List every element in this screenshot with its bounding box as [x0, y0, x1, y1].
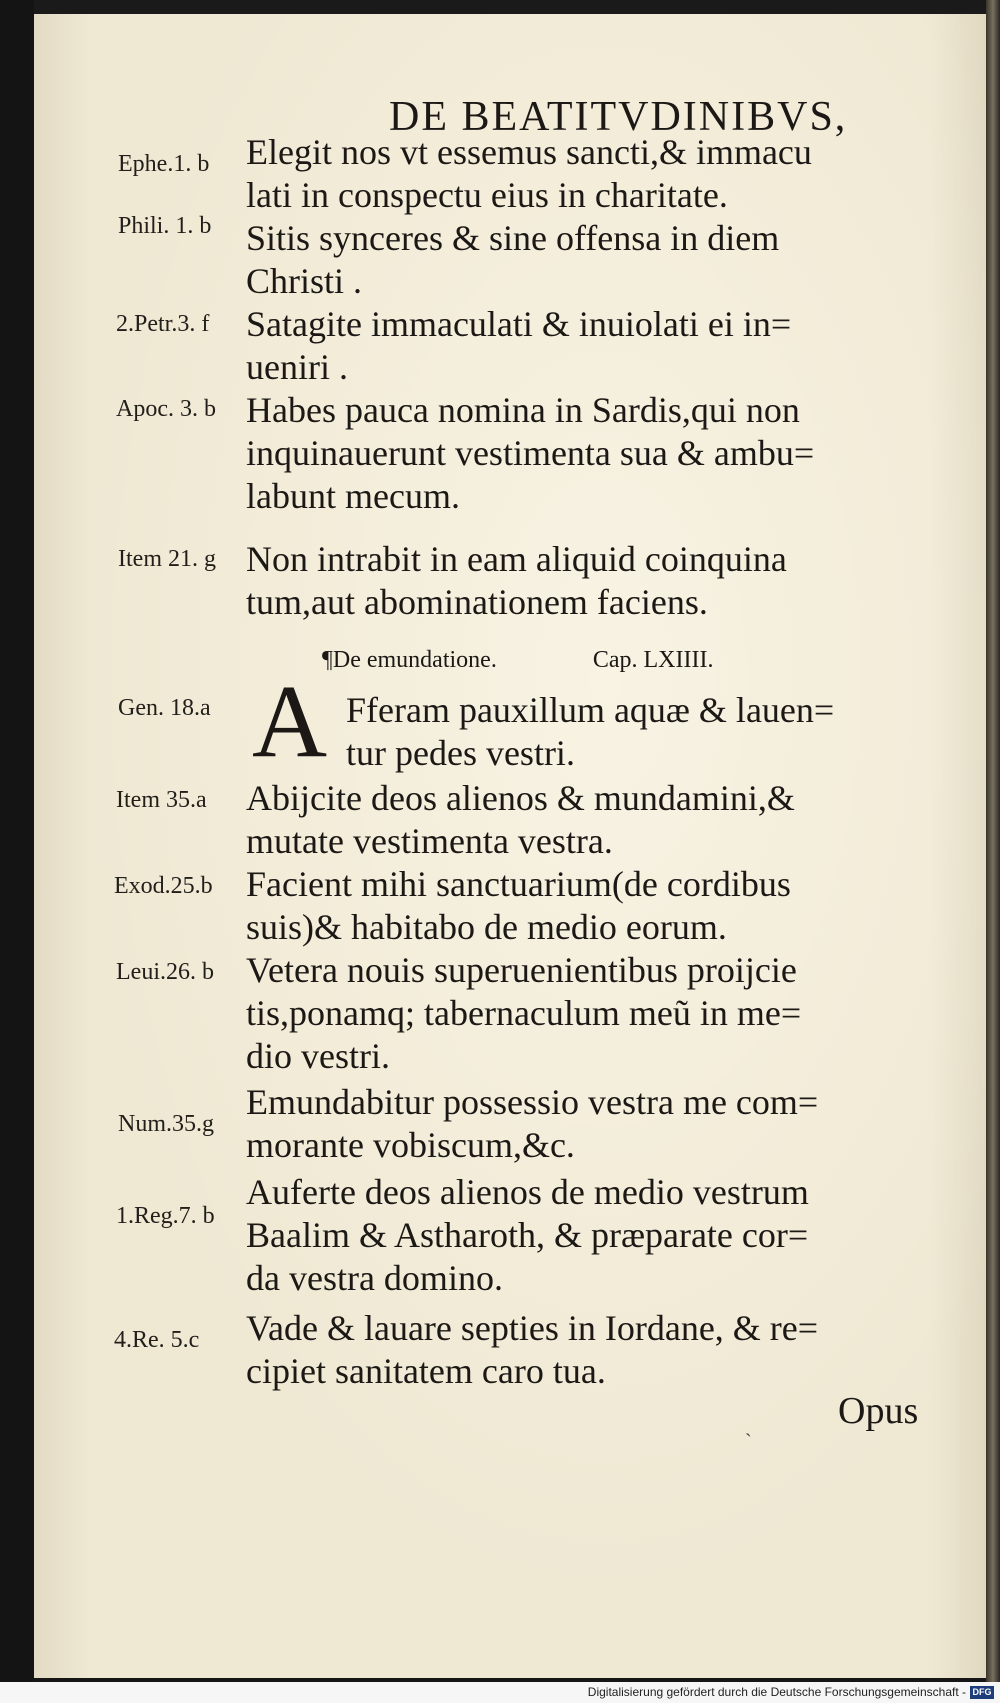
- text-line: Vetera nouis superuenientibus proijcie: [246, 950, 797, 990]
- text-line: ueniri .: [246, 347, 348, 387]
- text-line: lati in conspectu eius in charitate.: [246, 175, 728, 215]
- scan-top-border: [0, 0, 1000, 14]
- text-line: Fferam pauxillum aquæ & lauen=: [346, 690, 835, 730]
- text-line: Christi .: [246, 261, 363, 301]
- text-line: dio vestri.: [246, 1036, 390, 1076]
- margin-ref: Leui.26. b: [116, 959, 214, 985]
- text-line: Facient mihi sanctuarium(de cordibus: [246, 864, 791, 904]
- margin-ref: 2.Petr.3. f: [116, 311, 210, 337]
- text-line: Habes pauca nomina in Sardis,qui non: [246, 390, 800, 430]
- digitization-credit: Digitalisierung gefördert durch die Deutsche Forschungsgemeinschaft -: [587, 1685, 966, 1699]
- text-line: mutate vestimenta vestra.: [246, 821, 613, 861]
- text-line: Abijcite deos alienos & mundamini,&: [246, 778, 795, 818]
- dfg-logo: DFG: [970, 1686, 994, 1699]
- margin-ref: Apoc. 3. b: [116, 396, 216, 422]
- text-line: Non intrabit in eam aliquid coinquina: [246, 539, 787, 579]
- text-line: Elegit nos vt essemus sancti,& immacu: [246, 132, 812, 172]
- text-line: labunt mecum.: [246, 476, 460, 516]
- margin-ref: Item 35.a: [116, 787, 207, 813]
- margin-ref: Gen. 18.a: [118, 695, 211, 721]
- text-line: tum,aut abominationem faciens.: [246, 582, 708, 622]
- text-line: cipiet sanitatem caro tua.: [246, 1351, 606, 1391]
- running-head: DE BEATITVDINIBVS,: [389, 94, 848, 140]
- margin-ref: Exod.25.b: [114, 873, 213, 899]
- text-line: Auferte deos alienos de medio vestrum: [246, 1172, 809, 1212]
- text-line: Emundabitur possessio vestra me com=: [246, 1082, 819, 1122]
- text-line: tis,ponamq; tabernaculum meũ in me=: [246, 993, 802, 1033]
- margin-ref: Phili. 1. b: [118, 213, 212, 239]
- text-line: Satagite immaculati & inuiolati ei in=: [246, 304, 792, 344]
- text-line: Sitis synceres & sine offensa in diem: [246, 218, 780, 258]
- text-line: inquinauerunt vestimenta sua & ambu=: [246, 433, 815, 473]
- text-line: morante vobiscum,&c.: [246, 1125, 575, 1165]
- text-line: da vestra domino.: [246, 1258, 503, 1298]
- margin-ref: 4.Re. 5.c: [114, 1327, 200, 1353]
- chapter-number: Cap. LXIIII.: [592, 647, 714, 673]
- scan-left-border: [0, 0, 34, 1703]
- text-line: tur pedes vestri.: [346, 733, 575, 773]
- chapter-title: ¶De emundatione.: [322, 647, 497, 673]
- margin-ref: Item 21. g: [118, 546, 216, 572]
- text-line: suis)& habitabo de medio eorum.: [246, 907, 727, 947]
- chapter-heading: [322, 648, 713, 672]
- margin-ref: 1.Reg.7. b: [116, 1203, 215, 1229]
- book-edge: [986, 0, 1000, 1685]
- ink-mark: ˏ: [745, 1415, 752, 1437]
- book-page: [34, 14, 986, 1678]
- margin-ref: Num.35.g: [118, 1111, 214, 1137]
- catchword: Opus: [838, 1390, 919, 1432]
- margin-ref: Ephe.1. b: [118, 151, 210, 177]
- text-line: Baalim & Astharoth, & præparate cor=: [246, 1215, 809, 1255]
- drop-cap: A: [252, 664, 328, 779]
- text-line: Vade & lauare septies in Iordane, & re=: [246, 1308, 819, 1348]
